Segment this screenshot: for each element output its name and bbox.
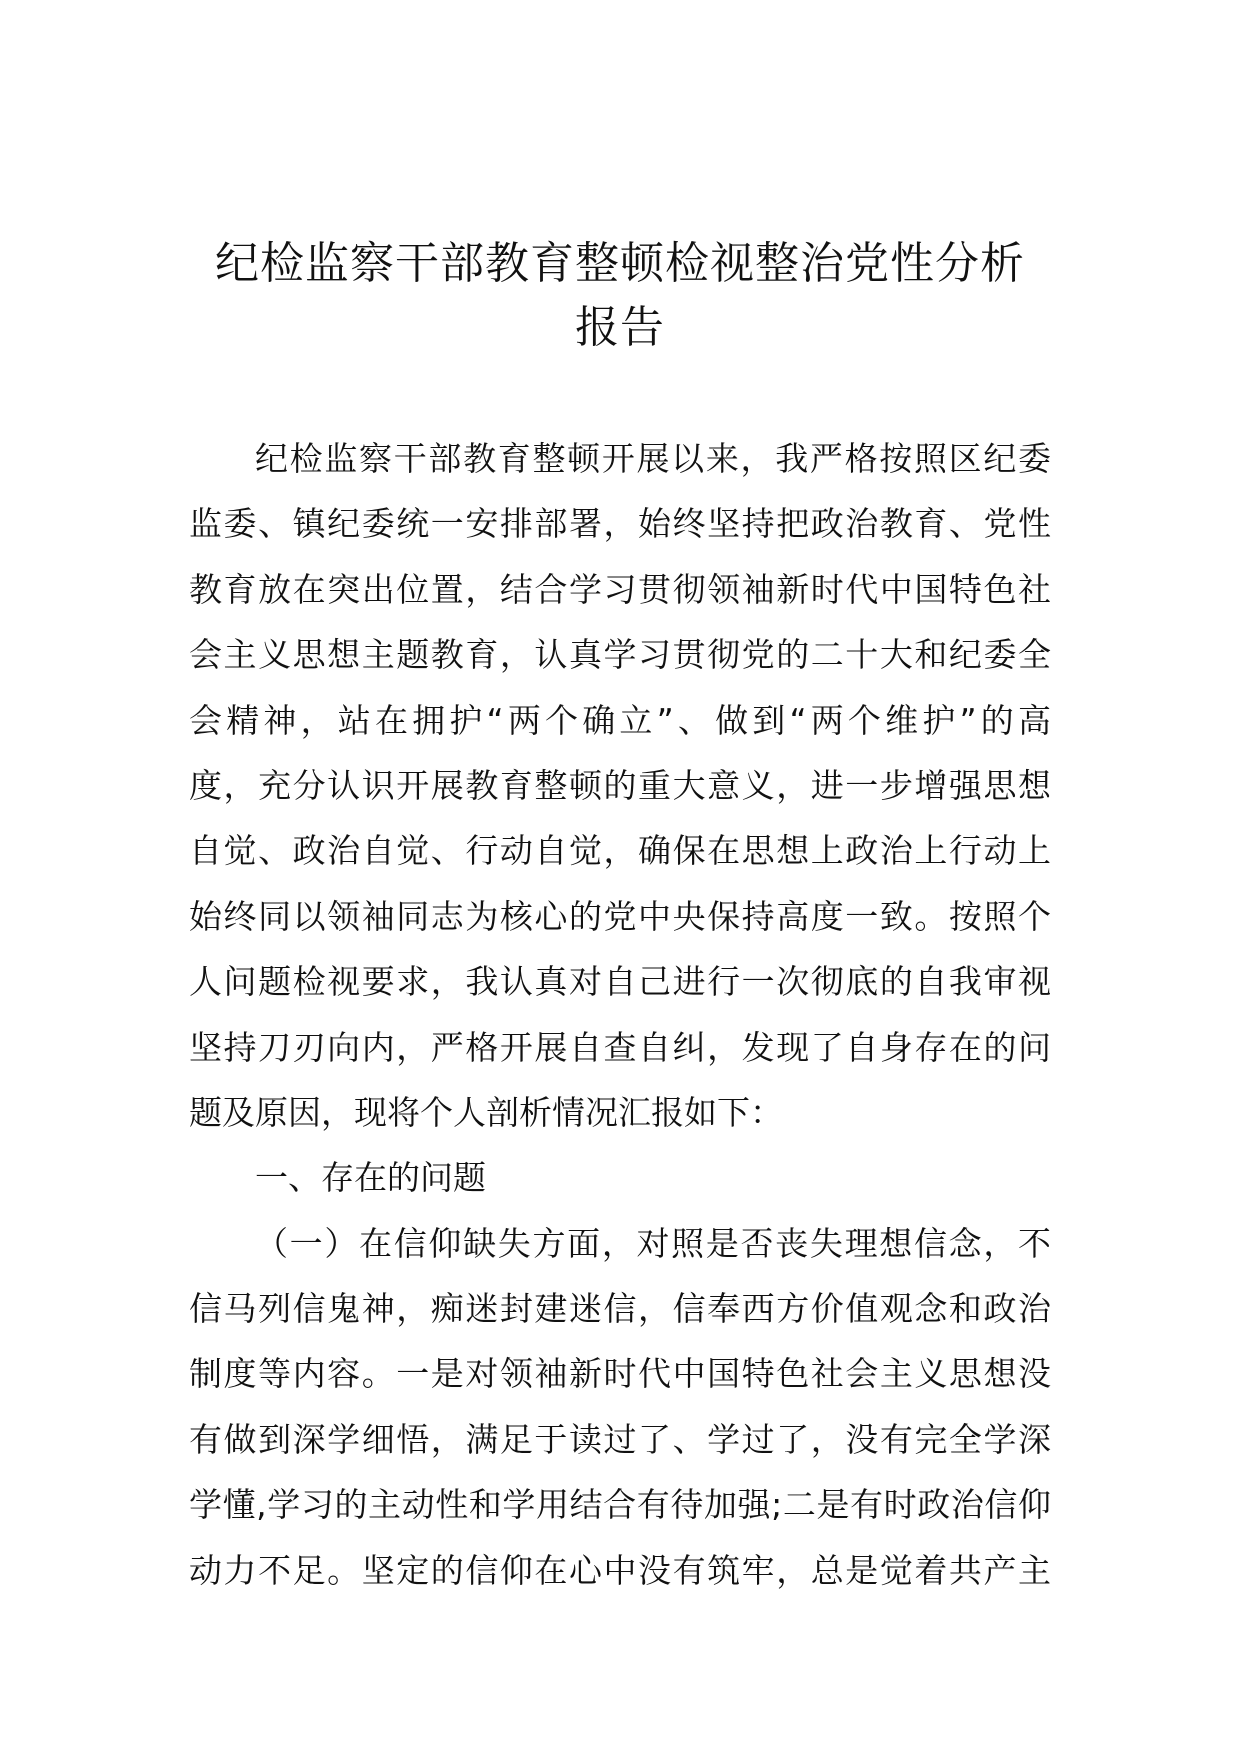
paragraph-line: （一）在信仰缺失方面，对照是否丧失理想信念，不 (255, 1223, 1051, 1263)
sub-paragraph (189, 1211, 1051, 1603)
title-line-2: 报告 (575, 302, 665, 353)
paragraph-line: 监委、镇纪委统一安排部署，始终坚持把政治教育、党性 (189, 504, 1051, 544)
section-heading: 一、存在的问题 (255, 1158, 486, 1198)
paragraph-line: 度，充分认识开展教育整顿的重大意义，进一步增强思想 (189, 765, 1051, 805)
paragraph-line: 坚持刀刃向内，严格开展自查自纠，发现了自身存在的问 (189, 1027, 1051, 1067)
paragraph-line: 有做到深学细悟，满足于读过了、学过了，没有完全学深 (189, 1419, 1051, 1459)
paragraph-line: 学懂,学习的主动性和学用结合有待加强;二是有时政治信仰 (189, 1485, 1051, 1525)
paragraph-line: 会主义思想主题教育，认真学习贯彻党的二十大和纪委全 (189, 635, 1051, 675)
paragraph-line: 信马列信鬼神，痴迷封建迷信，信奉西方价值观念和政治 (189, 1289, 1051, 1329)
paragraph-line: 动力不足。坚定的信仰在心中没有筑牢，总是觉着共产主 (189, 1550, 1051, 1590)
title-line-1: 纪检监察干部教育整顿检视整治党性分析 (215, 238, 1025, 289)
paragraph-line: 自觉、政治自觉、行动自觉，确保在思想上政治上行动上 (189, 831, 1051, 871)
paragraph-line: 制度等内容。一是对领袖新时代中国特色社会主义思想没 (189, 1354, 1051, 1394)
intro-paragraph (189, 426, 1051, 1145)
paragraph-line: 始终同以领袖同志为核心的党中央保持高度一致。按照个 (189, 896, 1051, 936)
paragraph-line: 题及原因，现将个人剖析情况汇报如下： (189, 1092, 783, 1132)
document-title (150, 232, 1090, 360)
paragraph-line: 会精神，站在拥护“两个确立”、做到“两个维护”的高 (189, 700, 1051, 740)
paragraph-line: 纪检监察干部教育整顿开展以来，我严格按照区纪委 (255, 439, 1051, 478)
paragraph-line: 人问题检视要求，我认真对自己进行一次彻底的自我审视 (189, 962, 1051, 1002)
paragraph-line: 教育放在突出位置，结合学习贯彻领袖新时代中国特色社 (189, 569, 1051, 609)
document-body (189, 426, 1051, 1603)
